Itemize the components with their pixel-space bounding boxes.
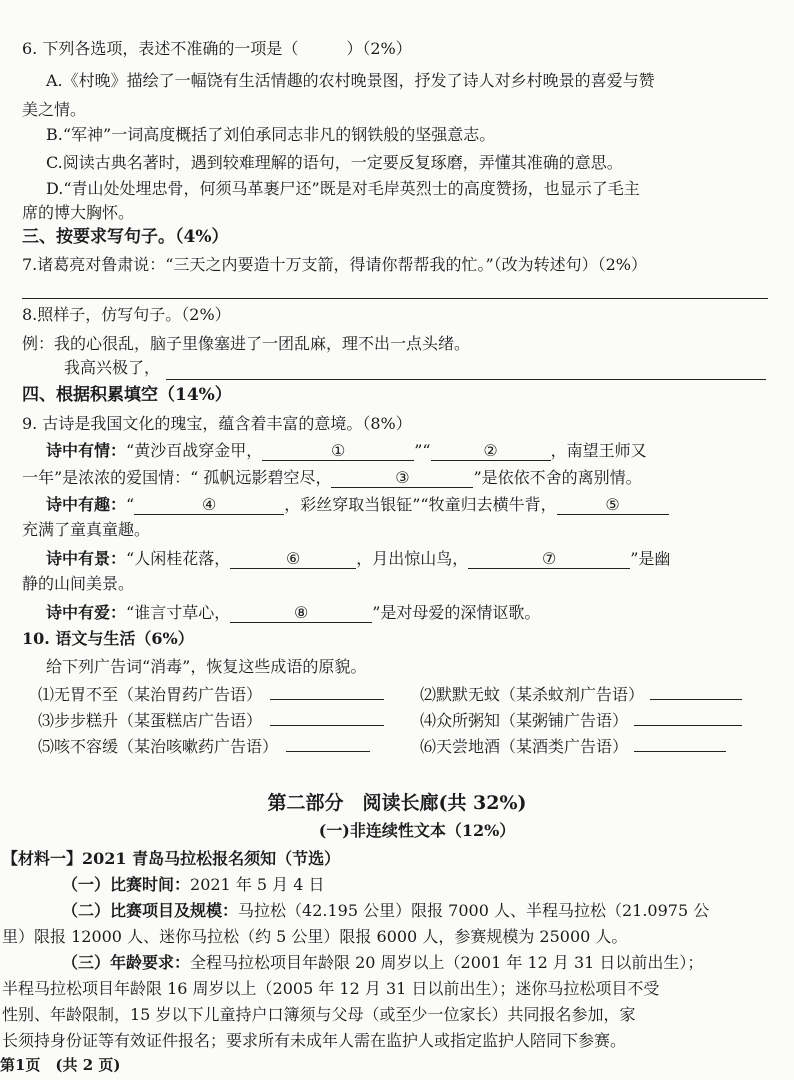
ai-label: 诗中有爱： (46, 603, 127, 622)
material-1-time: （一）比赛时间：2021 年 5 月 4 日 (62, 875, 325, 894)
ad-item-6: ⑹天尝地酒（某酒类广告语） (420, 736, 726, 758)
material-1-age-cont1: 半程马拉松项目年龄限 16 周岁以上（2005 年 12 月 31 日以前出生）；迷你马拉松项目不受 (2, 979, 660, 998)
q8-answer-line[interactable] (166, 379, 766, 380)
material-1-age: （三）年龄要求：全程马拉松项目年龄限 20 周岁以上（2001 年 12 月 31 日以前出生）； (62, 953, 704, 972)
q6-option-a-cont: 美之情。 (22, 100, 87, 119)
material-1-scale: （二）比赛项目及规模：马拉松（42.195 公里）限报 7000 人、半程马拉松（21.0975 公 (62, 901, 710, 920)
ad-blank-2[interactable] (650, 699, 742, 700)
ad-item-2: ⑵默默无蚊（某杀蚊剂广告语） (420, 684, 742, 706)
blank-8[interactable]: ⑧ (230, 604, 372, 623)
ad-blank-1[interactable] (270, 699, 384, 700)
q6-stem: 6. 下列各选项，表述不准确的一项是（ ）（2%） (22, 39, 412, 58)
q7-text: 7.诸葛亮对鲁肃说：“三天之内要造十万支箭，得请你帮帮我的忙。”（改为转述句）（2%） (22, 255, 648, 274)
q9-jing-line2: 静的山间美景。 (22, 574, 135, 593)
q9-jing-line1: 诗中有景：“人闲桂花落， ⑥ ，月出惊山鸟， ⑦ ”是幽 (46, 549, 671, 568)
material-1-age-cont3: 长须持身份证等有效证件报名；要求所有未成年人需在监护人或指定监护人陪同下参赛。 (2, 1031, 627, 1050)
ad-blank-6[interactable] (634, 751, 726, 752)
q9-qu-line1: 诗中有趣：“ ④ ，彩丝穿取当银钲”“牧童归去横牛背， ⑤ (46, 494, 669, 516)
q6-option-d: D.“青山处处埋忠骨，何须马革裹尸还”既是对毛岸英烈士的高度赞扬，也显示了毛主 (46, 179, 640, 198)
q6-option-c: C.阅读古典名著时，遇到较难理解的语句，一定要反复琢磨，弄懂其准确的意思。 (46, 153, 623, 172)
part-2-subtitle: (一)非连续性文本（12%） (318, 821, 516, 840)
blank-7[interactable]: ⑦ (468, 550, 630, 569)
blank-3[interactable]: ③ (331, 469, 473, 488)
blank-5[interactable]: ⑤ (557, 496, 669, 515)
ad-item-3: ⑶步步糕升（某蛋糕店广告语） (38, 710, 384, 732)
jing-label: 诗中有景： (46, 549, 127, 568)
q9-qing-line1: 诗中有情：“黄沙百战穿金甲， ① ”“ ② ，南望王师又 (46, 441, 647, 460)
ad-blank-5[interactable] (286, 751, 370, 752)
blank-1[interactable]: ① (262, 442, 414, 461)
q9-ai-line: 诗中有爱：“谁言寸草心， ⑧ ”是对母爱的深情讴歌。 (46, 603, 541, 622)
q9-text: 9. 古诗是我国文化的瑰宝，蕴含着丰富的意境。（8%） (22, 414, 412, 433)
ad-blank-4[interactable] (634, 725, 742, 726)
material-1-scale-cont: 里）限报 12000 人、迷你马拉松（约 5 公里）限报 6000 人，参赛规模为 25000 人。 (2, 927, 628, 946)
qing-label: 诗中有情： (46, 441, 127, 460)
ad-item-1: ⑴无胃不至（某治胃药广告语） (38, 684, 384, 706)
q6-option-d-cont: 席的博大胸怀。 (22, 203, 135, 222)
blank-6[interactable]: ⑥ (230, 550, 356, 569)
q6-option-b: B.“军神”一词高度概括了刘伯承同志非凡的钢铁般的坚强意志。 (46, 125, 496, 144)
q9-qing-line2: 一年”是浓浓的爱国情：“ 孤帆远影碧空尽， ③ ”是依依不舍的离别情。 (22, 468, 642, 487)
q9-qu-line2: 充满了童真童趣。 (22, 520, 151, 539)
ad-blank-3[interactable] (270, 725, 384, 726)
blank-4[interactable]: ④ (134, 496, 284, 515)
material-1-title: 【材料一】2021 青岛马拉松报名须知（节选） (2, 849, 341, 868)
q10-intro: 给下列广告词“消毒”，恢复这些成语的原貌。 (46, 657, 367, 676)
page-footer: 第1页 (共 2 页) (0, 1056, 121, 1074)
material-1-age-cont2: 性别、年龄限制，15 岁以下儿童持户口簿须与父母（或至少一位家长）共同报名参加，家 (2, 1005, 636, 1024)
q7-answer-line[interactable] (22, 298, 768, 299)
part-2-title: 第二部分 阅读长廊(共 32%) (267, 792, 527, 814)
ad-item-5: ⑸咳不容缓（某治咳嗽药广告语） (38, 736, 370, 758)
qu-label: 诗中有趣： (46, 495, 127, 514)
q6-option-a: A.《村晚》描绘了一幅饶有生活情趣的农村晚景图，抒发了诗人对乡村晚景的喜爱与赞 (46, 71, 655, 90)
q8-text: 8.照样子，仿写句子。（2%） (22, 305, 231, 324)
ad-item-4: ⑷众所粥知（某粥铺广告语） (420, 710, 742, 732)
q8-example: 例：我的心很乱，脑子里像塞进了一团乱麻，理不出一点头绪。 (22, 334, 471, 353)
q10-title: 10. 语文与生活（6%） (22, 629, 194, 648)
q8-prompt: 我高兴极了， (64, 358, 161, 377)
section-4-title: 四、根据积累填空（14%） (22, 385, 232, 405)
section-3-title: 三、按要求写句子。（4%） (22, 227, 229, 247)
blank-2[interactable]: ② (431, 442, 551, 461)
